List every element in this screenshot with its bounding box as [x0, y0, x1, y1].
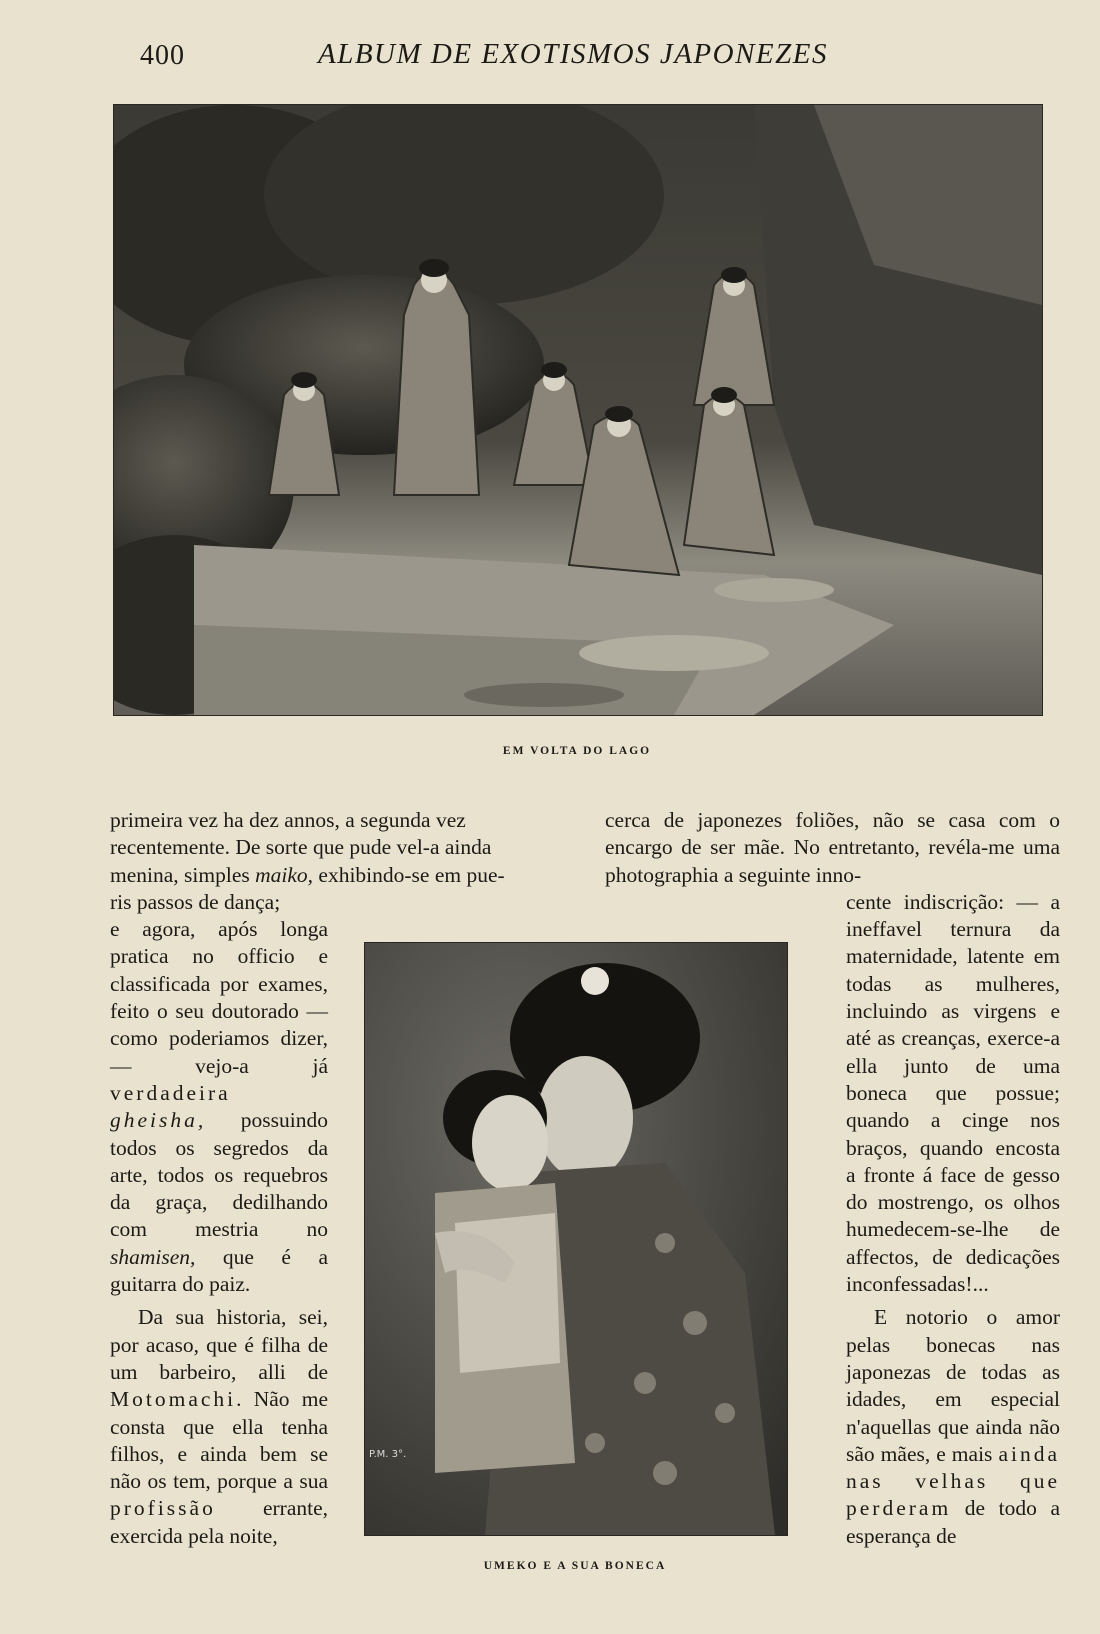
- narrow-paragraph: e agora, após longa pratica no officio e classificada por exames, feito o seu doutorado — como poderiamos dizer, — vejo-a já verdadeira gheisha, possuindo todos os segredos da arte, todos os requebros da graça, dedilhando com mestria no shamisen, que é a guitarra do paiz. Da sua historia, sei, por acaso, que é filha de um barbeiro, alli de Motomachi. Não me consta que ella tenha filhos, e ainda bem se não os tem, porque a sua profissão errante, exercida pela noite,: [110, 917, 328, 1548]
- gheisha-term: gheisha,: [110, 1108, 207, 1133]
- right-column: [605, 807, 1060, 1550]
- text-line: recentemente. De sorte que pude vel-a ainda: [110, 835, 492, 860]
- narrow-paragraph: cente indiscrição: — a ineffavel ternura da maternidade, latente em todas as mulheres, incluindo as virgens e até as creanças, exerce-a ella junto de uma boneca que possue; quando a cinge nos braços, quando encosta a fronte á face de gesso do mostrengo, os olhos humedecem-se-lhe de affectos, de dedicações inconfessadas!... E notorio o amor pelas bonecas nas japonezas de todas as idades, em especial n'aquellas que ainda não são mães, e mais ainda nas velhas que perderam de todo a esperança de: [846, 889, 1060, 1548]
- doll-photo-caption: UMEKO E A SUA BONECA: [483, 1560, 667, 1572]
- text-line: primeira vez ha dez annos, a segunda vez: [110, 808, 466, 832]
- lake-photograph: [113, 104, 1043, 716]
- left-column: [110, 807, 565, 1550]
- shamisen-term: shamisen,: [110, 1244, 196, 1269]
- running-head: ALBUM DE EXOTISMOS JAPONEZES: [318, 38, 828, 70]
- text-line: ris passos de dança;: [110, 889, 281, 914]
- photo-mark: P.M. 3°.: [369, 1449, 407, 1460]
- page-number: 400: [140, 40, 185, 71]
- text-paragraph: cerca de japonezes foliões, não se casa com o encargo de ser mãe. No entretanto, revéla-me uma photographia a seguinte inno-: [605, 808, 1060, 887]
- lake-photo-caption: EM VOLTA DO LAGO: [502, 745, 652, 757]
- maiko-term: maiko,: [255, 862, 314, 887]
- text-line: menina, simples maiko, exhibindo-se em pue-: [110, 862, 505, 887]
